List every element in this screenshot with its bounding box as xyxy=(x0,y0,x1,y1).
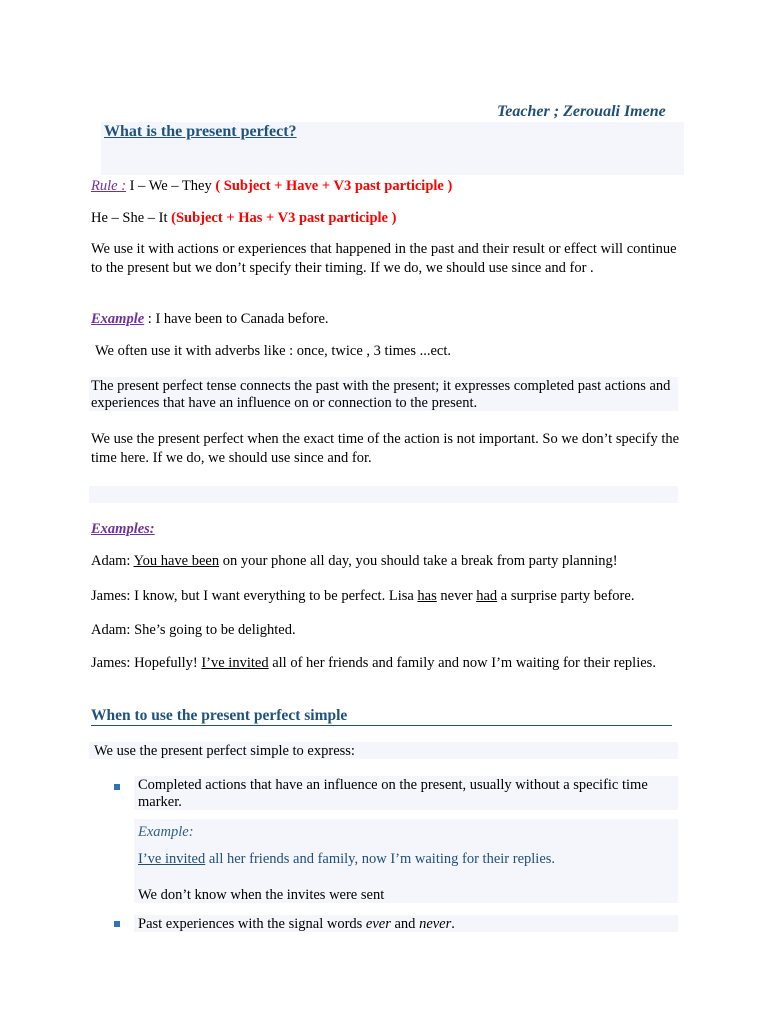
b2-never: never xyxy=(419,916,452,932)
dialogue-line-1 xyxy=(91,552,618,570)
bullet-past-experiences xyxy=(138,915,455,933)
section-intro: We use the present perfect simple to express: xyxy=(94,743,355,759)
section-example-note: We don’t know when the invites were sent xyxy=(138,887,385,903)
rule1-subjects: I – We – They xyxy=(129,178,216,194)
teacher-name: Teacher ; Zerouali Imene xyxy=(497,103,666,120)
example-line xyxy=(91,310,329,328)
example-label: Example xyxy=(91,311,145,327)
b2-ever: ever xyxy=(365,916,391,932)
adverbs-line: We often use it with adverbs like : once, twice , 3 times ...ect. xyxy=(95,343,451,359)
rule2-formula: (Subject + Has + V3 past participle ) xyxy=(171,210,397,226)
section-example-sentence xyxy=(138,850,555,868)
d1-rest: on your phone all day, you should take a break from party planning! xyxy=(219,553,618,569)
bullet-square-icon xyxy=(114,784,120,790)
rule2-subjects: He – She – It xyxy=(91,210,172,226)
rule1-formula: ( Subject + Have + V3 past participle ) xyxy=(215,178,453,194)
d2-has: has xyxy=(417,588,437,604)
b2-and: and xyxy=(390,916,420,932)
d2-had: had xyxy=(476,588,498,604)
para-usage: We use it with actions or experiences that happened in the past and their result or effect will continue to the present but we don’t specify their timing. If we do, we should use since and for . xyxy=(91,241,677,276)
example-text: : I have been to Canada before. xyxy=(144,311,329,327)
b2-a: Past experiences with the signal words xyxy=(138,916,366,932)
section-example-rest: all her friends and family, now I’m waiting for their replies. xyxy=(205,851,556,867)
rule-line-1 xyxy=(91,177,452,195)
d1-underlined: You have been xyxy=(133,553,220,569)
d2-a: James: I know, but I want everything to be perfect. Lisa xyxy=(91,588,418,604)
section-example-underlined: I’ve invited xyxy=(138,851,206,867)
b2-end: . xyxy=(451,916,455,932)
page-title: What is the present perfect? xyxy=(104,123,297,140)
section-example-label xyxy=(138,823,194,841)
para-connects: The present perfect tense connects the past with the present; it expresses completed past actions and experiences that have an influence on or connection to the present. xyxy=(91,378,671,411)
d4-b: all of her friends and family and now I’m waiting for their replies. xyxy=(268,655,656,671)
bullet-square-icon xyxy=(114,921,120,927)
rule-label: Rule : xyxy=(91,178,127,194)
examples-label xyxy=(91,520,155,538)
empty-shade xyxy=(89,486,678,503)
rule-line-2 xyxy=(91,209,396,227)
d1-speaker: Adam: xyxy=(91,553,134,569)
bullet-completed-actions: Completed actions that have an influence on the present, usually without a specific time marker. xyxy=(138,777,648,810)
para-exact-time: We use the present perfect when the exact time of the action is not important. So we don’t specify the time here. If we do, we should use since and for. xyxy=(91,431,680,466)
section-heading: When to use the present perfect simple xyxy=(91,707,672,726)
d4-underlined: I’ve invited xyxy=(201,655,269,671)
d2-c: a surprise party before. xyxy=(497,588,635,604)
dialogue-line-4 xyxy=(91,655,681,672)
d2-b: never xyxy=(436,588,477,604)
section-example-label-text: Example: xyxy=(138,824,194,840)
examples-label-text: Examples: xyxy=(91,521,155,537)
dialogue-line-2 xyxy=(91,587,634,605)
d4-a: James: Hopefully! xyxy=(91,655,202,671)
dialogue-line-3: Adam: She’s going to be delighted. xyxy=(91,622,296,638)
